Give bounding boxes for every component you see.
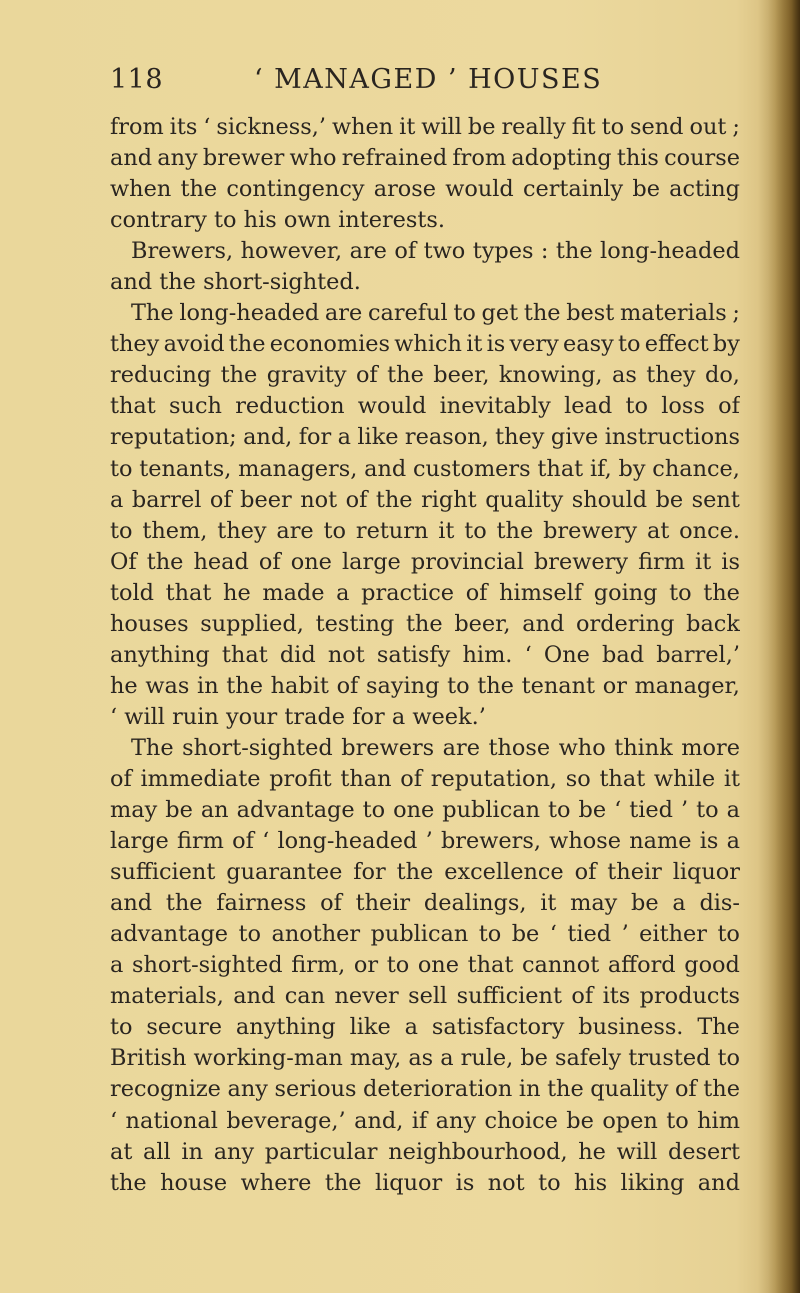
text-line: reputation; and, for a like reason, they give instructions bbox=[110, 424, 740, 451]
text-line: materials, and can never sell sufficient of its products bbox=[110, 983, 740, 1010]
text-line: the house where the liquor is not to his liking and bbox=[110, 1169, 740, 1196]
text-line: sufficient guarantee for the excellence of their liquor bbox=[110, 859, 740, 886]
page-number: 118 bbox=[110, 64, 164, 95]
text-line: he was in the habit of saying to the tenant or manager, bbox=[110, 672, 740, 699]
text-line: ‘ will ruin your trade for a week.’ bbox=[110, 703, 486, 730]
body-text bbox=[110, 112, 740, 1199]
text-line: to secure anything like a satisfactory business. The bbox=[110, 1014, 740, 1041]
text-line: large firm of ‘ long-headed ’ brewers, whose name is a bbox=[110, 828, 740, 855]
text-line: at all in any particular neighbourhood, he will desert bbox=[110, 1138, 740, 1165]
text-line: when the contingency arose would certainly be acting bbox=[110, 176, 740, 203]
text-line: ‘ national beverage,’ and, if any choice be open to him bbox=[110, 1107, 740, 1134]
text-line: to tenants, managers, and customers that if, by chance, bbox=[110, 455, 740, 482]
text-line: contrary to his own interests. bbox=[110, 207, 446, 234]
text-line: The long-headed are careful to get the best materials ; bbox=[131, 300, 740, 327]
text-line: that such reduction would inevitably lead to loss of bbox=[110, 393, 740, 420]
text-line: a barrel of beer not of the right quality should be sent bbox=[110, 486, 740, 513]
text-line: and the fairness of their dealings, it may be a dis- bbox=[110, 890, 740, 917]
text-line: told that he made a practice of himself going to the bbox=[110, 579, 740, 606]
text-line: may be an advantage to one publican to be ‘ tied ’ to a bbox=[110, 797, 740, 824]
text-line: Brewers, however, are of two types : the long-headed bbox=[131, 238, 740, 265]
text-line: recognize any serious deterioration in the quality of the bbox=[110, 1076, 740, 1103]
text-line: they avoid the economies which it is very easy to effect by bbox=[110, 331, 740, 358]
text-line: The short-sighted brewers are those who think more bbox=[131, 734, 740, 761]
text-line: a short-sighted firm, or to one that cannot afford good bbox=[110, 952, 740, 979]
text-line: anything that did not satisfy him. ‘ One bad barrel,’ bbox=[110, 641, 740, 668]
text-line: British working-man may, as a rule, be safely trusted to bbox=[110, 1045, 740, 1072]
running-head: ‘ MANAGED ’ HOUSES bbox=[254, 64, 603, 95]
text-line: reducing the gravity of the beer, knowing, as they do, bbox=[110, 362, 740, 389]
text-line: Of the head of one large provincial brewery firm it is bbox=[110, 548, 740, 575]
text-line: and any brewer who refrained from adopting this course bbox=[110, 145, 740, 172]
text-line: advantage to another publican to be ‘ tied ’ either to bbox=[110, 921, 740, 948]
page-edge-shadow bbox=[758, 0, 800, 1293]
text-line: and the short-sighted. bbox=[110, 269, 361, 296]
text-line: from its ‘ sickness,’ when it will be really fit to send out ; bbox=[110, 114, 740, 140]
text-line: houses supplied, testing the beer, and ordering back bbox=[110, 610, 740, 637]
text-line: of immediate profit than of reputation, so that while it bbox=[110, 765, 740, 792]
text-line: to them, they are to return it to the brewery at once. bbox=[110, 517, 740, 544]
page-header bbox=[110, 64, 710, 108]
